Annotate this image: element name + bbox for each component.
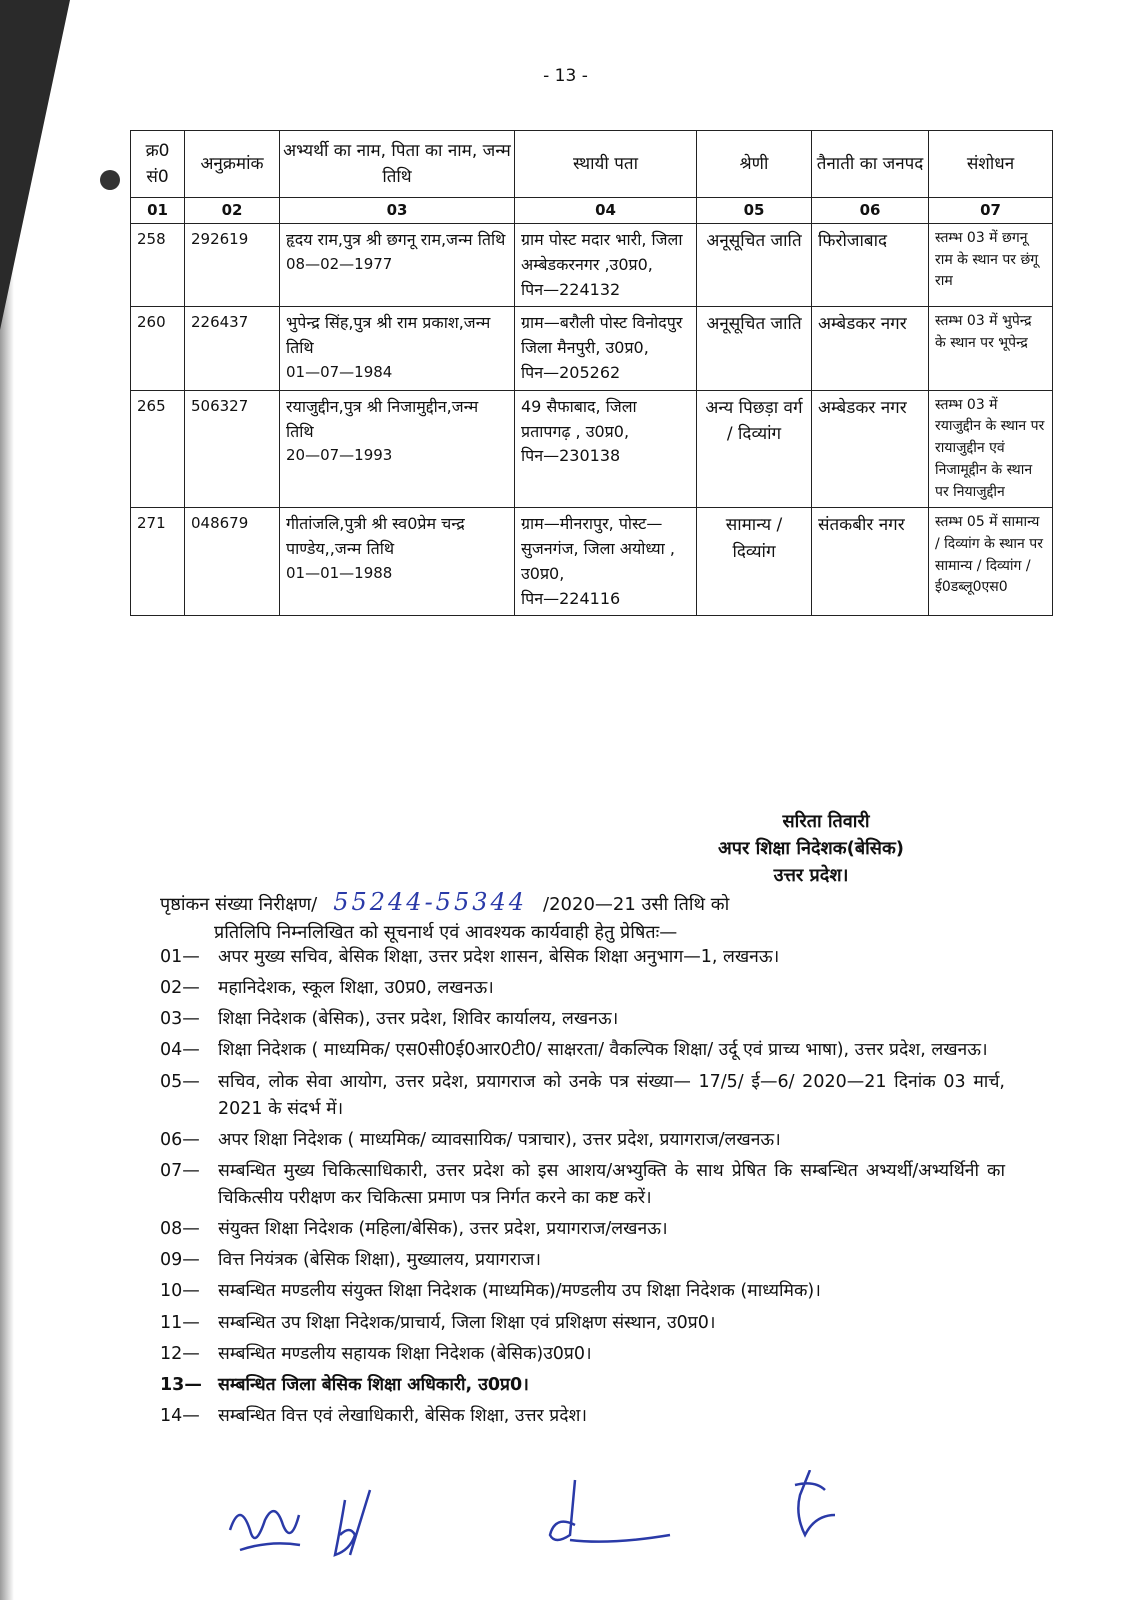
signature-initial-3: [550, 1480, 670, 1542]
list-item: [160, 944, 1005, 971]
pin-code: पिन—230138: [521, 446, 621, 466]
signature-initial-1: [230, 1511, 300, 1550]
category: अनूसूचित जाति: [697, 307, 812, 390]
category: अनूसूचित जाति: [697, 224, 812, 307]
endorsement: [160, 888, 1020, 944]
signatory-block: [718, 808, 904, 889]
category: अन्य पिछड़ा वर्ग / दिव्यांग: [697, 390, 812, 507]
candidate-details: [280, 390, 515, 507]
candidate-details: [280, 508, 515, 616]
list-item-number: 06—: [160, 1129, 200, 1150]
correction: स्तम्भ 05 में सामान्य / दिव्यांग के स्थान पर सामान्य / दिव्यांग / ई0डब्लू0एस0: [929, 508, 1053, 616]
permanent-address: ग्राम—मीनरापुर, पोस्ट—सुजनगंज, जिला अयोध्या , उ0प्र0,: [521, 514, 675, 583]
address-cell: [515, 390, 697, 507]
list-item-text: सम्बन्धित जिला बेसिक शिक्षा अधिकारी, उ0प्र0।: [218, 1374, 529, 1395]
col-header-district: तैनाती का जनपद: [812, 131, 929, 198]
list-item-text: सम्बन्धित मण्डलीय सहायक शिक्षा निदेशक (बेसिक)उ0प्र0।: [218, 1343, 592, 1364]
address-cell: [515, 224, 697, 307]
col-header-category: श्रेणी: [697, 131, 812, 198]
list-item: [160, 1341, 1005, 1368]
folded-corner-shadow: [0, 0, 70, 330]
distribution-list: [160, 944, 1005, 1434]
list-item-text: शिक्षा निदेशक (बेसिक), उत्तर प्रदेश, शिविर कार्यालय, लखनऊ।: [218, 1009, 619, 1030]
list-item-number: 05—: [160, 1071, 200, 1092]
candidate-name: गीतांजलि,पुत्री श्री स्व0प्रेम चन्द्र पाण्डेय,,जन्म तिथि: [286, 514, 465, 559]
list-item-text: सम्बन्धित उप शिक्षा निदेशक/प्राचार्य, जिला शिक्षा एवं प्रशिक्षण संस्थान, उ0प्र0।: [218, 1312, 716, 1333]
list-item-text: अपर मुख्य सचिव, बेसिक शिक्षा, उत्तर प्रदेश शासन, बेसिक शिक्षा अनुभाग—1, लखनऊ।: [218, 947, 780, 967]
col-number: 03: [280, 198, 515, 224]
list-item: [160, 1278, 1005, 1305]
list-item: [160, 975, 1005, 1002]
date-of-birth: 01—07—1984: [286, 362, 393, 381]
list-item: [160, 1158, 1005, 1212]
signature-initial-2: [335, 1490, 370, 1555]
signatory-name: सरिता तिवारी: [782, 811, 870, 832]
list-item-number: 03—: [160, 1009, 200, 1030]
handwritten-endorsement-number: 55244-55344: [333, 888, 528, 916]
col-header-sn: क्र0 सं0: [131, 131, 185, 198]
signatory-designation: अपर शिक्षा निदेशक(बेसिक): [718, 838, 904, 859]
pin-code: पिन—224132: [521, 279, 621, 299]
candidate-name: हृदय राम,पुत्र श्री छगनू राम,जन्म तिथि: [286, 230, 506, 249]
list-item: [160, 1247, 1005, 1274]
list-item-number: 02—: [160, 978, 200, 999]
list-item-number: 08—: [160, 1219, 200, 1240]
candidate-details: [280, 224, 515, 307]
list-item: [160, 1006, 1005, 1033]
serial-number: 271: [131, 508, 185, 616]
posting-district: अम्बेडकर नगर: [812, 307, 929, 390]
list-item: [160, 1403, 1005, 1430]
list-item: [160, 1216, 1005, 1243]
list-item-text: सम्बन्धित मण्डलीय संयुक्त शिक्षा निदेशक (माध्यमिक)/मण्डलीय उप शिक्षा निदेशक (माध्यमिक)।: [218, 1281, 821, 1302]
col-number: 02: [185, 198, 280, 224]
list-item-number: 07—: [160, 1160, 200, 1181]
list-item-number: 12—: [160, 1343, 200, 1364]
list-item: [160, 1310, 1005, 1337]
date-of-birth: 08—02—1977: [286, 254, 393, 273]
candidate-name: रयाजुद्दीन,पुत्र श्री निजामुद्दीन,जन्म तिथि: [286, 396, 479, 441]
list-item: [160, 1069, 1005, 1123]
list-item-text: सम्बन्धित वित्त एवं लेखाधिकारी, बेसिक शिक्षा, उत्तर प्रदेश।: [218, 1405, 588, 1426]
list-item-number: 13—: [160, 1374, 202, 1395]
list-item-text: सम्बन्धित मुख्य चिकित्साधिकारी, उत्तर प्रदेश को इस आशय/अभ्युक्ति के साथ प्रेषित कि सम्बन्धित अभ्यर्थी/अभ्यर्थिनी का चिकित्सीय परीक्षण कर चिकित्सा प्रमाण पत्र निर्गत करने का कष्ट करें।: [218, 1160, 1005, 1208]
correction: स्तम्भ 03 में रयाजुद्दीन के स्थान पर रायाजुद्दीन एवं निजामूद्दीन के स्थान पर नियाजुद्दीन: [929, 390, 1053, 507]
serial-number: 265: [131, 390, 185, 507]
col-number: 07: [929, 198, 1053, 224]
list-item-number: 11—: [160, 1312, 200, 1333]
signature-initial-4: [795, 1470, 835, 1535]
correction: स्तम्भ 03 में भुपेन्द्र के स्थान पर भूपेन्द्र: [929, 307, 1053, 390]
table-header-row: [131, 131, 1053, 198]
col-header-address: स्थायी पता: [515, 131, 697, 198]
list-item: [160, 1127, 1005, 1154]
pin-code: पिन—224116: [521, 588, 621, 608]
copy-forward-line: प्रतिलिपि निम्नलिखित को सूचनार्थ एवं आवश्यक कार्यवाही हेतु प्रेषितः—: [214, 922, 678, 943]
serial-number: 260: [131, 307, 185, 390]
col-header-roll: अनुक्रमांक: [185, 131, 280, 198]
list-item-text: सचिव, लोक सेवा आयोग, उत्तर प्रदेश, प्रयागराज को उनके पत्र संख्या— 17/5/ ई—6/ 2020—21 दिनांक 03 मार्च, 2021 के संदर्भ में।: [218, 1071, 1005, 1119]
roll-number: 292619: [185, 224, 280, 307]
roll-number: 048679: [185, 508, 280, 616]
list-item: [160, 1037, 1005, 1064]
col-number: 01: [131, 198, 185, 224]
table-row: [131, 508, 1053, 616]
list-item-number: 09—: [160, 1250, 200, 1271]
candidate-details: [280, 307, 515, 390]
address-cell: [515, 508, 697, 616]
serial-number: 258: [131, 224, 185, 307]
list-item: [160, 1372, 1005, 1399]
column-number-row: [131, 198, 1053, 224]
list-item-text: शिक्षा निदेशक ( माध्यमिक/ एस0सी0ई0आर0टी0/ साक्षरता/ वैकल्पिक शिक्षा/ उर्दू एवं प्राच्य भाषा), उत्तर प्रदेश, लखनऊ।: [218, 1040, 988, 1061]
correction: स्तम्भ 03 में छगनू राम के स्थान पर छंगू राम: [929, 224, 1053, 307]
list-item-text: वित्त नियंत्रक (बेसिक शिक्षा), मुख्यालय, प्रयागराज।: [218, 1250, 541, 1271]
col-number: 04: [515, 198, 697, 224]
table-row: [131, 390, 1053, 507]
permanent-address: ग्राम—बरौली पोस्ट विनोदपुर जिला मैनपुरी, उ0प्र0,: [521, 313, 683, 358]
col-header-correction: संशोधन: [929, 131, 1053, 198]
col-number: 05: [697, 198, 812, 224]
list-item-text: संयुक्त शिक्षा निदेशक (महिला/बेसिक), उत्तर प्रदेश, प्रयागराज/लखनऊ।: [218, 1219, 668, 1240]
category: सामान्य / दिव्यांग: [697, 508, 812, 616]
punch-hole: [100, 170, 120, 190]
roll-number: 506327: [185, 390, 280, 507]
col-header-name: अभ्यर्थी का नाम, पिता का नाम, जन्म तिथि: [280, 131, 515, 198]
corrections-table: [130, 130, 1053, 616]
roll-number: 226437: [185, 307, 280, 390]
list-item-number: 10—: [160, 1281, 200, 1302]
permanent-address: ग्राम पोस्ट मदार भारी, जिला अम्बेडकरनगर ,उ0प्र0,: [521, 230, 683, 274]
table-row: [131, 307, 1053, 390]
permanent-address: 49 सैफाबाद, जिला प्रतापगढ़ , उ0प्र0,: [521, 396, 637, 441]
pin-code: पिन—205262: [521, 362, 621, 382]
address-cell: [515, 307, 697, 390]
table-row: [131, 224, 1053, 307]
page-number: - 13 -: [543, 66, 588, 86]
endorsement-prefix: पृष्ठांकन संख्या निरीक्षण/: [160, 894, 318, 915]
endorsement-line: [160, 888, 1020, 916]
list-item-number: 01—: [160, 947, 200, 967]
candidate-name: भुपेन्द्र सिंह,पुत्र श्री राम प्रकाश,जन्म तिथि: [286, 313, 491, 358]
posting-district: संतकबीर नगर: [812, 508, 929, 616]
signatory-state: उत्तर प्रदेश।: [773, 865, 849, 886]
date-of-birth: 20—07—1993: [286, 446, 393, 465]
list-item-text: महानिदेशक, स्कूल शिक्षा, उ0प्र0, लखनऊ।: [218, 978, 494, 999]
posting-district: अम्बेडकर नगर: [812, 390, 929, 507]
initials-signatures: [220, 1470, 900, 1570]
col-number: 06: [812, 198, 929, 224]
date-of-birth: 01—01—1988: [286, 563, 393, 582]
list-item-number: 04—: [160, 1040, 200, 1061]
posting-district: फिरोजाबाद: [812, 224, 929, 307]
list-item-number: 14—: [160, 1405, 200, 1426]
list-item-text: अपर शिक्षा निदेशक ( माध्यमिक/ व्यावसायिक/ पत्राचार), उत्तर प्रदेश, प्रयागराज/लखनऊ।: [218, 1129, 781, 1150]
endorsement-suffix: /2020—21 उसी तिथि को: [543, 894, 730, 915]
